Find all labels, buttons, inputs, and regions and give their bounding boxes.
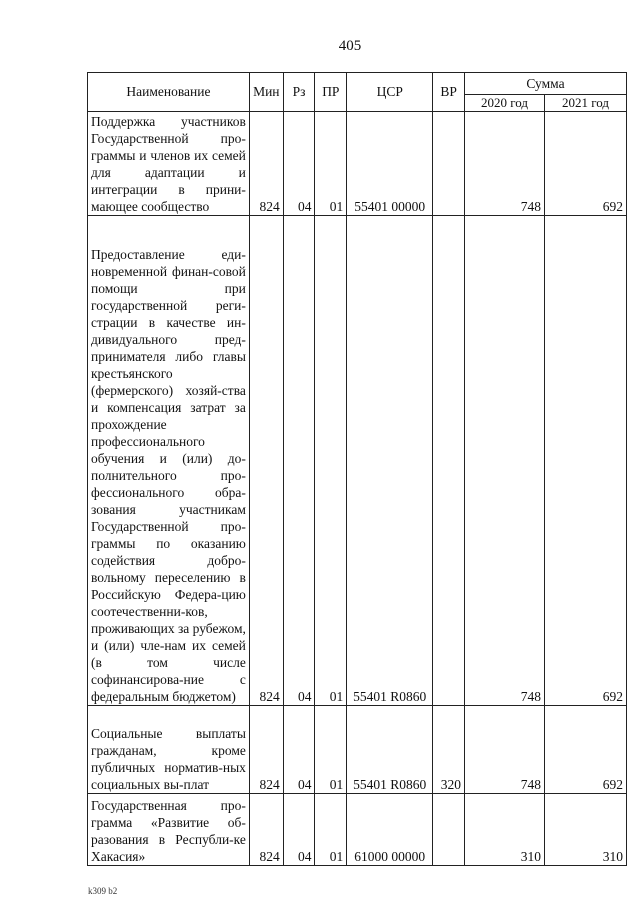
row-2021: 692 (544, 216, 626, 706)
row-name: Предоставление еди-новременной финан-совой помощи при государственной реги-страции в качестве ин-дивидуального пред-принимателя либо главы крестьянского (фермерского) хозяй-ства и компенсация затрат за прохождение профессионального обучения и (или) до-полнительного про-фессионального обра-зования участникам Государственной про-граммы по оказанию содействия добро-вольному переселению в Российскую Федера-цию соотечественни-ков, проживающих за рубежом, и (или) чле-нам их семей (в том числе софинансирова-ние с федеральным бюджетом) (88, 216, 250, 706)
row-pr: 01 (315, 216, 347, 706)
footer-code: k309 b2 (88, 886, 118, 896)
header-csr: ЦСР (347, 73, 433, 112)
row-vr (433, 112, 465, 216)
row-rz: 04 (283, 216, 315, 706)
row-name: Социальные выплаты гражданам, кроме публичных норматив-ных социальных вы-плат (88, 706, 250, 794)
row-rz: 04 (283, 112, 315, 216)
page-number: 405 (338, 38, 362, 54)
row-name: Государственная про-грамма «Развитие об-разования в Республи-ке Хакасия» (88, 794, 250, 866)
header-rz: Рз (283, 73, 315, 112)
row-2021: 310 (544, 794, 626, 866)
header-row (88, 73, 627, 95)
row-csr: 55401 R0860 (347, 706, 433, 794)
row-min: 824 (249, 216, 283, 706)
row-rz: 04 (283, 794, 315, 866)
row-pr: 01 (315, 112, 347, 216)
row-csr: 55401 R0860 (347, 216, 433, 706)
row-vr (433, 216, 465, 706)
row-2020: 748 (465, 216, 545, 706)
row-2020: 310 (465, 794, 545, 866)
row-2021: 692 (544, 706, 626, 794)
row-rz: 04 (283, 706, 315, 794)
header-year-2021: 2021 год (544, 95, 626, 112)
row-min: 824 (249, 794, 283, 866)
row-min: 824 (249, 112, 283, 216)
header-min: Мин (249, 73, 283, 112)
header-pr: ПР (315, 73, 347, 112)
table-row (88, 112, 627, 216)
row-2020: 748 (465, 706, 545, 794)
row-pr: 01 (315, 706, 347, 794)
row-csr: 61000 00000 (347, 794, 433, 866)
header-name: Наименование (88, 73, 250, 112)
header-sum: Сумма (465, 73, 627, 95)
table-row (88, 706, 627, 794)
row-min: 824 (249, 706, 283, 794)
header-year-2020: 2020 год (465, 95, 545, 112)
budget-table (87, 72, 627, 866)
row-pr: 01 (315, 794, 347, 866)
row-vr (433, 794, 465, 866)
row-csr: 55401 00000 (347, 112, 433, 216)
row-2020: 748 (465, 112, 545, 216)
row-name: Поддержка участников Государственной про-граммы и членов их семей для адаптации и интеграции в прини-мающее сообщество (88, 112, 250, 216)
row-vr: 320 (433, 706, 465, 794)
header-vr: ВР (433, 73, 465, 112)
table-row (88, 216, 627, 706)
row-2021: 692 (544, 112, 626, 216)
table-row (88, 794, 627, 866)
